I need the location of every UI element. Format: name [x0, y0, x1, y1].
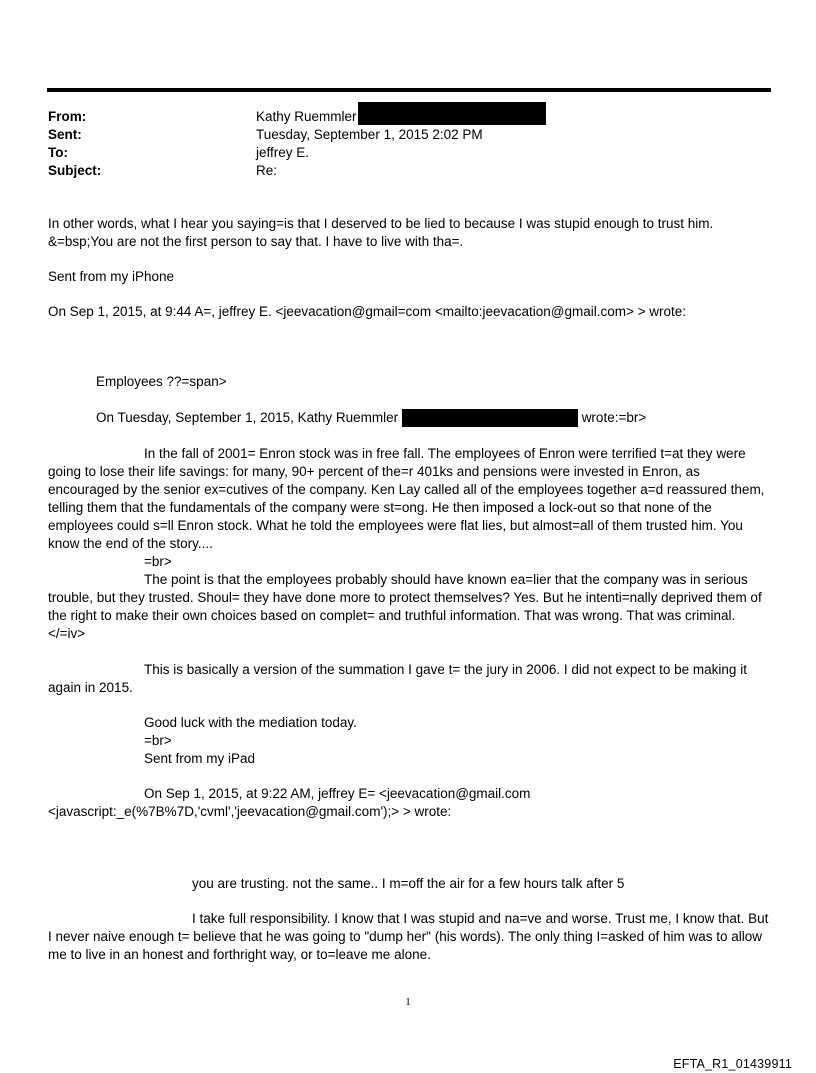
body-paragraph: In the fall of 2001= Enron stock was in free fall. The employees of Enron were terrified t=at they were going to lose their life savings: for many, 90+ percent of the=r 401ks and pensions were invested in Enron, as encouraged by the senior ex=cutives of the company. Ken Lay called all of the employees together a=d reassured them, telling them that the fundamentals of the company were st=ong. He then imposed a lock-out so that none of the employees could s=ll Enron stock. What he told the employees were flat lies, but almost=all of them trusted him. You know the end of the story.... [48, 446, 765, 551]
body-line: you are trusting. not the same.. I m=off the air for a few hours talk after 5 [192, 876, 625, 891]
email-body [48, 215, 770, 964]
header-rule [47, 88, 771, 92]
to-label: To: [48, 145, 68, 160]
body-line: =br> [144, 733, 172, 748]
from-value: Kathy Ruemmler [256, 109, 357, 124]
body-line: &=bsp;You are not the first person to say that. I have to live with tha=. [48, 234, 464, 249]
subject-value: Re: [256, 163, 278, 178]
quote-header [48, 409, 770, 427]
subject-label: Subject: [48, 163, 102, 178]
to-row [48, 144, 768, 162]
signature-line: Sent from my iPad [144, 751, 256, 766]
body-paragraph: The point is that the employees probably should have known ea=lier that the company was in serious trouble, but they trusted. Shoul= they have done more to protect themselves? Yes. But he intenti=nally deprived them of the right to make their own choices based on complet= and truthful information. That was wrong. That was criminal.</=iv> [48, 572, 762, 641]
sent-value: Tuesday, September 1, 2015 2:02 PM [256, 127, 483, 142]
body-line: In other words, what I hear you saying=is that I deserved to be lied to because I was stupid enough to trust him. [48, 216, 714, 231]
subject-row [48, 162, 768, 180]
body-paragraph: This is basically a version of the summation I gave t= the jury in 2006. I did not expect to be making it again in 2015. [48, 662, 747, 695]
page-number: 1 [405, 996, 411, 1008]
quote-header: <javascript:_e(%7B%7D,'cvml','jeevacation@gmail.com');> > wrote: [48, 804, 452, 819]
quote-header-end: wrote:=br> [581, 410, 647, 425]
sent-label: Sent: [48, 127, 82, 142]
redaction-box [402, 409, 578, 427]
body-line: Employees ??=span> [96, 374, 227, 389]
quote-header-start: On Tuesday, September 1, 2015, Kathy Ruemmler [96, 410, 399, 425]
email-header [48, 108, 768, 180]
body-line: =br> [144, 554, 172, 569]
bates-number: EFTA_R1_01439911 [673, 1057, 792, 1071]
sent-row [48, 126, 768, 144]
signature-line: Sent from my iPhone [48, 269, 175, 284]
quote-header: On Sep 1, 2015, at 9:44 A=, jeffrey E. <jeevacation@gmail=com <mailto:jeevacation@gmail.com> > wrote: [48, 304, 687, 319]
quote-header: On Sep 1, 2015, at 9:22 AM, jeffrey E= <jeevacation@gmail.com [144, 786, 531, 801]
to-value: jeffrey E. [256, 145, 310, 160]
redaction-box [358, 102, 546, 125]
body-line: Good luck with the mediation today. [144, 715, 357, 730]
from-row [48, 108, 768, 126]
from-label: From: [48, 109, 87, 124]
body-paragraph: I take full responsibility. I know that I was stupid and na=ve and worse. Trust me, I know that. But I never naive enough t= believe that he was going to "dump her" (his words). The only thing I=asked of him was to allow me to live in an honest and forthright way, or to=leave me alone. [48, 911, 769, 962]
